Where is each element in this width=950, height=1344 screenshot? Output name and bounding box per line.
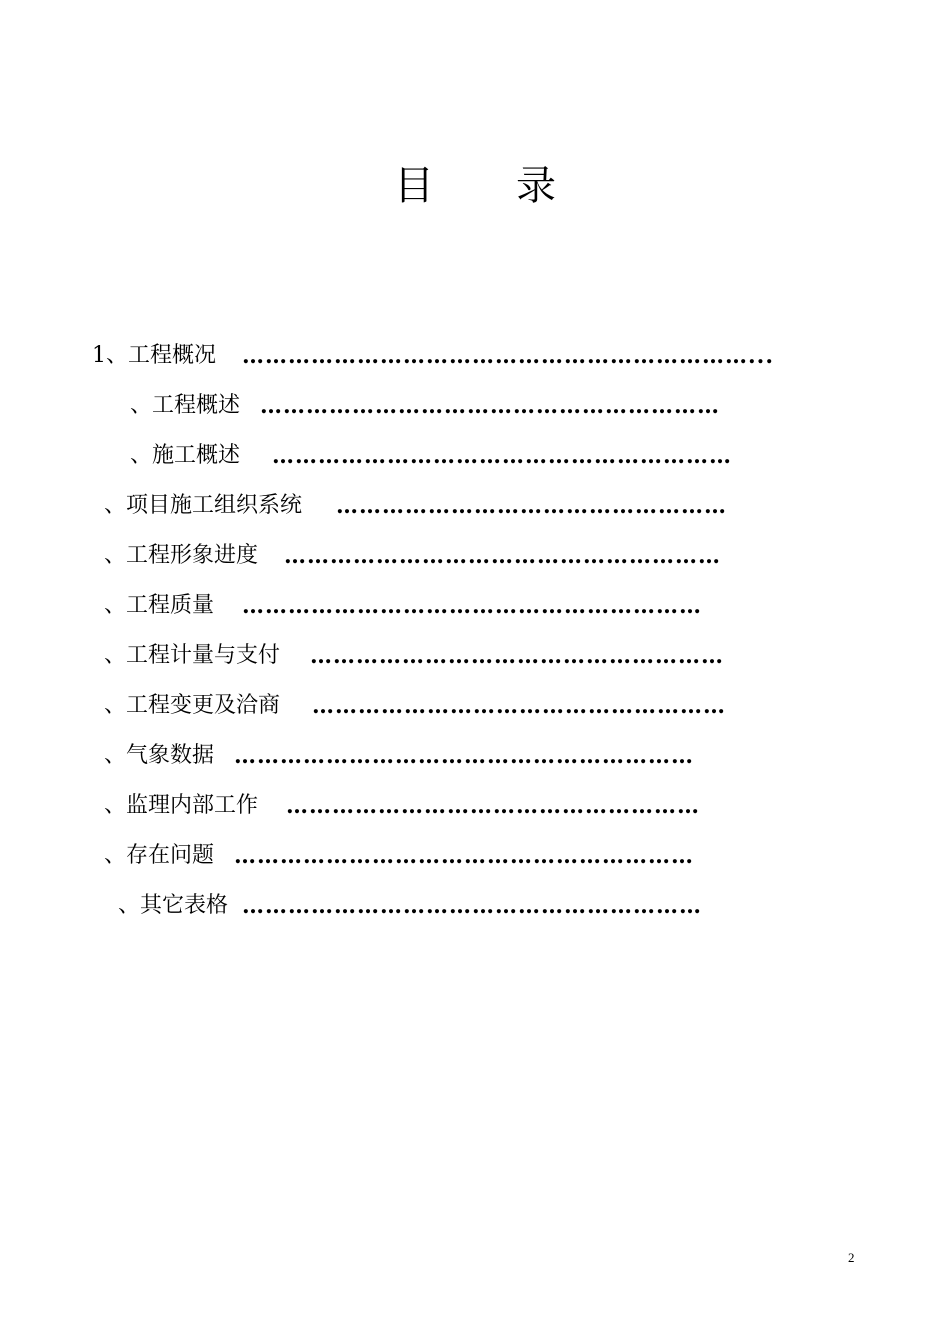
toc-entry[interactable]	[104, 536, 794, 576]
toc-entry-label: 、施工概述	[130, 443, 241, 468]
page-number: 2	[848, 1250, 855, 1265]
toc-entry-leader: ……………………………………………………	[272, 443, 732, 469]
toc-entry-label: 1、工程概况	[92, 343, 216, 368]
toc-entry-leader: ……………………………………………………	[260, 393, 720, 419]
toc-entry-label: 、工程形象进度	[104, 543, 259, 568]
page-title	[0, 160, 950, 212]
toc-entry-label: 、项目施工组织系统	[104, 493, 303, 518]
toc-entry-leader: …………………………………………………	[284, 543, 721, 569]
toc-entry[interactable]	[104, 486, 794, 526]
title-char-2: 录	[516, 163, 556, 209]
toc-entry-label: 、工程变更及洽商	[104, 693, 281, 718]
toc-entry-leader: ………………………………………………	[312, 693, 726, 719]
toc-entry[interactable]	[104, 686, 794, 726]
toc-entry[interactable]	[130, 386, 794, 426]
toc-entry-leader: ……………………………………………………	[234, 843, 694, 869]
toc-entry[interactable]	[130, 436, 780, 476]
toc-entry-leader: …………………………………………………………...	[242, 343, 774, 369]
toc-entry-leader: ………………………………………………	[286, 793, 700, 819]
toc-entry-label: 、工程质量	[104, 593, 215, 618]
toc-entry[interactable]	[104, 636, 794, 676]
toc-entry-leader: ……………………………………………………	[234, 743, 694, 769]
toc-entry-label: 、工程计量与支付	[104, 643, 281, 668]
toc-entry-label: 、其它表格	[118, 893, 229, 918]
toc-entry-label: 、监理内部工作	[104, 793, 259, 818]
toc-entry-label: 、工程概述	[130, 393, 241, 418]
toc-entry[interactable]	[104, 586, 794, 626]
toc-entry[interactable]	[104, 786, 768, 826]
toc-entry[interactable]	[104, 836, 768, 876]
toc-entry-label: 、存在问题	[104, 843, 215, 868]
title-char-1: 目	[394, 163, 434, 209]
toc-entry-leader: ……………………………………………………	[242, 593, 702, 619]
toc-entry-leader: ………………………………………………	[310, 643, 724, 669]
toc-entry-label: 、气象数据	[104, 743, 215, 768]
toc-entry[interactable]	[92, 336, 808, 376]
toc-entry-leader: ……………………………………………	[336, 493, 727, 519]
toc-entry[interactable]	[118, 886, 780, 926]
toc-entry-leader: ……………………………………………………	[242, 893, 702, 919]
toc-entry[interactable]	[104, 736, 794, 776]
